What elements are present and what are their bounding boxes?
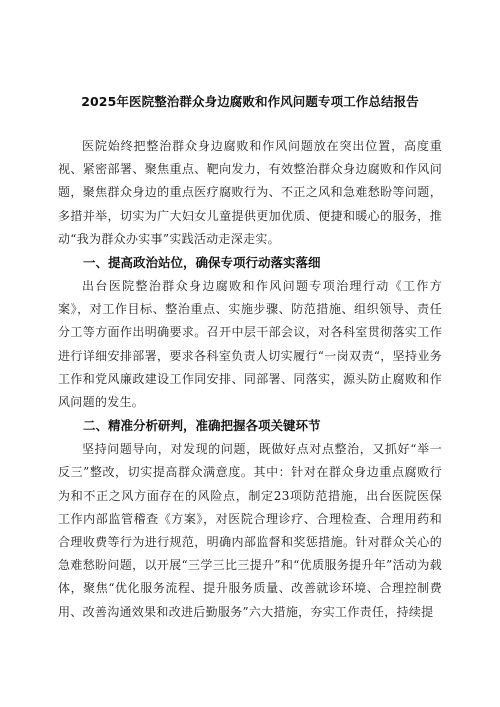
section-body-2: 坚持问题导向，对发现的问题，既做好点对点整治，又抓好“举一反三”整改，切实提高群众满意度。其中：针对在群众身边重点腐败行为和不正之风方面存在的风险点，制定23项防范措施，出台医院医保工作内部监管稽查《方案》，对医院合理诊疗、合理检查、合理用药和合理收费等行为进行规范，明确内部监督和奖惩措施。针对群众关心的急难愁盼问题，以开展“三学三比三提升”和“优质服务提升年”活动为载体，聚焦“优化服务流程、提升服务质量、改善就诊环境、合理控制费用、改善沟通效果和改进后勤服务”六大措施，夯实工作责任，持续提 [58, 442, 442, 619]
title-spacer [58, 110, 442, 135]
section-heading-2: 二、精准分析研判，准确把握各项关键环节 [83, 418, 321, 434]
section-heading-1: 一、提高政治站位，确保专项行动落实落细 [83, 255, 321, 271]
intro-paragraph: 医院始终把整治群众身边腐败和作风问题放在突出位置，高度重视、紧密部署、聚焦重点、靶向发力，有效整治群众身边腐败和作风问题，聚焦群众身边的重点医疗腐败行为、不正之风和急难愁盼等问题，多措并举，切实为广大妇女儿童提供更加优质、便捷和暖心的服务，推动“我为群众办实事”实践活动走深走实。 [58, 139, 442, 246]
document-title: 2025年医院整治群众身边腐败和作风问题专项工作总结报告 [81, 94, 419, 109]
section-body-1: 出台医院整治群众身边腐败和作风问题专项治理行动《工作方案》，对工作目标、整治重点、实施步骤、防范措施、组织领导、责任分工等方面作出明确要求。召开中层干部会议，对各科室贯彻落实工作进行详细安排部署，要求各科室负责人切实履行“一岗双责“，坚持业务工作和党风廉政建设工作同安排、同部署、同落实，源头防止腐败和作风问题的发生。 [58, 279, 442, 410]
